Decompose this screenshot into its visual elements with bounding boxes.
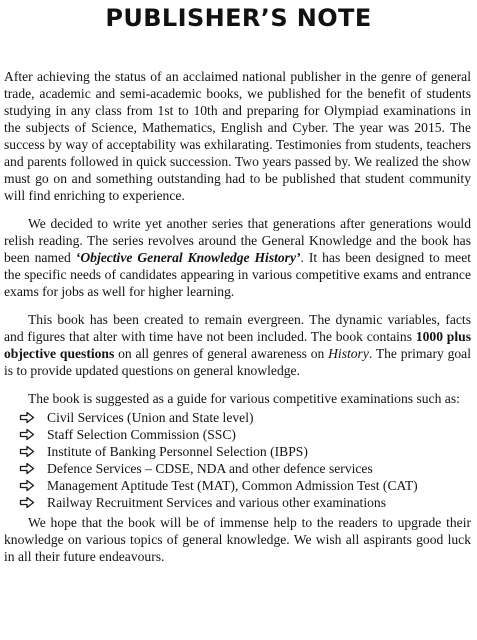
list-item-label: Railway Recruitment Services and various other examinations [47, 495, 386, 510]
paragraph-closing: We hope that the book will be of immense help to the readers to upgrade their knowledge on various topics of general knowledge. We wish all aspirants good luck in all their future endeavours. [4, 515, 471, 564]
outlined-right-arrow-icon [19, 496, 35, 509]
list-item-label: Defence Services – CDSE, NDA and other defence services [47, 461, 373, 476]
paragraph-evergreen-text: This book has been created to remain evergreen. The dynamic variables, facts and figures that alter with time have not been included. The book contains [4, 312, 471, 344]
paragraph-intro: After achieving the status of an acclaimed national publisher in the genre of general trade, academic and semi-academic books, we published for the benefit of students studying in any class from 1st to 10th and preparing for Olympiad examinations in the subjects of Science, Mathematics, English and Cyber. The year was 2015. The success by way of acceptability was exhilarating. Testimonies from students, teachers and parents followed in quick succession. Two years passed by. We realized the show must go on and something outstanding had to be published that student community will find enriching to experience. [4, 69, 471, 203]
list-item-label: Management Aptitude Test (MAT), Common Admission Test (CAT) [47, 478, 418, 493]
paragraph-series-text-end: . It has been designed to meet the specific needs of candidates appearing in various competitive exams and entrance exams for jobs as well for higher learning. [4, 250, 472, 299]
list-item [19, 494, 471, 511]
outlined-right-arrow-icon [19, 445, 35, 458]
list-item-label: Civil Services (Union and State level) [47, 410, 254, 425]
paragraph-series [4, 215, 471, 300]
outlined-right-arrow-icon [19, 411, 35, 424]
list-item-label: Institute of Banking Personnel Selection (IBPS) [47, 444, 308, 459]
list-item [19, 460, 471, 477]
paragraph-evergreen-text-mid: on all genres of general awareness on [114, 346, 329, 361]
list-item [19, 409, 471, 426]
book-title: ‘Objective General Knowledge History’ [75, 250, 301, 265]
exam-list [4, 409, 471, 511]
note-body [4, 68, 471, 576]
list-item [19, 426, 471, 443]
list-item [19, 443, 471, 460]
paragraph-series-text: We decided to write yet another series that generations after generations would relish reading. The series revolves around the General Knowledge and the book has been named [4, 216, 471, 265]
outlined-right-arrow-icon [19, 462, 35, 475]
paragraph-exams-intro: The book is suggested as a guide for various competitive examinations such as: [28, 391, 460, 406]
list-item-label: Staff Selection Commission (SSC) [47, 427, 236, 442]
page-title: PUBLISHER’S NOTE [105, 4, 372, 32]
question-count-highlight: 1000 plus objective questions [4, 329, 471, 361]
outlined-right-arrow-icon [19, 428, 35, 441]
paragraph-evergreen [4, 311, 471, 379]
list-item [19, 477, 471, 494]
outlined-right-arrow-icon [19, 479, 35, 492]
paragraph-evergreen-text-end: . The primary goal is to provide updated questions on general knowledge. [4, 346, 471, 378]
subject-name: History [328, 346, 369, 361]
